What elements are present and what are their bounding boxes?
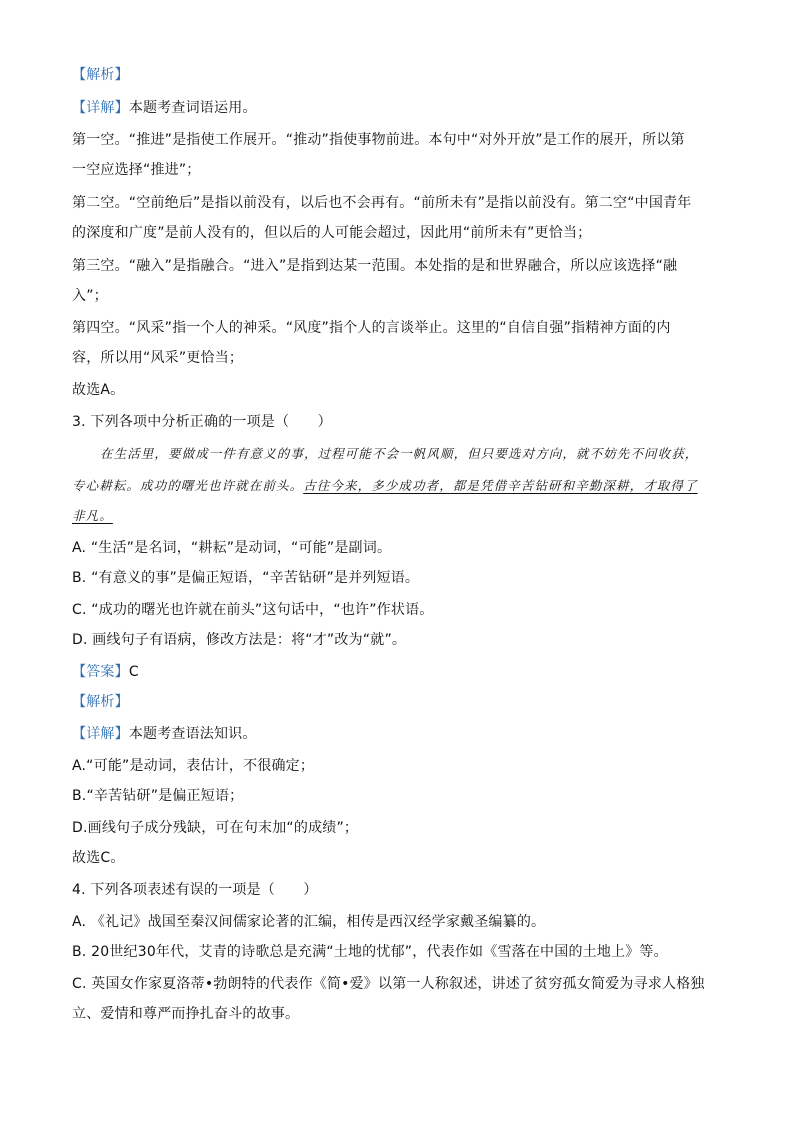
option-c: C. “成功的曙光也许就在前头”这句话中，“也许”作状语。 bbox=[72, 602, 434, 618]
option-c: C. 英国女作家夏洛蒂•勃朗特的代表作《简•爱》以第一人称叙述，讲述了贫穷孤女简爱为寻求人格独 bbox=[72, 976, 705, 992]
explanation-line: 的深度和广度”是前人没有的，但以后的人可能会超过，因此用“前所未有”更恰当； bbox=[72, 225, 592, 241]
explanation-line: 第四空。“风采”指一个人的神采。“风度”指个人的言谈举止。这里的“自信自强”指精神方面的内 bbox=[72, 320, 671, 336]
answer-value: C bbox=[128, 664, 139, 680]
explanation-line: 一空应选择“推进”； bbox=[72, 162, 201, 178]
option-a: A. 《礼记》战国至秦汉间儒家论著的汇编，相传是西汉经学家戴圣编纂的。 bbox=[72, 914, 546, 930]
passage-text: 专心耕耘。成功的曙光也许就在前头。 bbox=[72, 478, 304, 493]
detail-tag: 【详解】 bbox=[72, 726, 129, 742]
option-c-continued: 立、爱情和尊严而挣扎奋斗的故事。 bbox=[72, 1006, 300, 1022]
option-a: A. “生活”是名词，“耕耘”是动词，“可能”是副词。 bbox=[72, 540, 392, 556]
explanation-line: B.“辛苦钻研”是偏正短语； bbox=[72, 788, 244, 804]
underlined-sentence: 古往今来，多少成功者，都是凭借辛苦钻研和辛勤深耕，才取得了 bbox=[303, 478, 698, 493]
passage-line bbox=[72, 506, 113, 526]
detail-text: 本题考查语法知识。 bbox=[128, 726, 257, 742]
question-4-stem: 4. 下列各项表述有误的一项是（ ） bbox=[72, 882, 318, 898]
answer-line bbox=[72, 662, 139, 682]
passage-line: 在生活里，要做成一件有意义的事，过程可能不会一帆风顺，但只要选对方向，就不妨先不问收获， bbox=[100, 446, 699, 461]
option-d: D. 画线句子有语病，修改方法是：将“才”改为“就”。 bbox=[72, 632, 407, 648]
explanation-line: 入”； bbox=[72, 288, 108, 304]
conclusion-line: 故选C。 bbox=[72, 850, 125, 866]
explanation-line: 容，所以用“风采”更恰当； bbox=[72, 350, 244, 366]
passage-line bbox=[72, 476, 698, 496]
detail-line bbox=[72, 98, 257, 118]
detail-tag: 【详解】 bbox=[72, 100, 129, 116]
answer-tag: 【答案】 bbox=[72, 664, 129, 680]
underlined-sentence: 非凡。 bbox=[72, 508, 113, 523]
option-b: B. 20世纪30年代，艾青的诗歌总是充满“土地的忧郁”，代表作如《雪落在中国的土地上》等。 bbox=[72, 944, 668, 960]
detail-text: 本题考查词语运用。 bbox=[128, 100, 257, 116]
explanation-line: A.“可能”是动词，表估计，不很确定； bbox=[72, 758, 315, 774]
analysis-heading: 【解析】 bbox=[72, 67, 129, 83]
conclusion-line: 故选A。 bbox=[72, 382, 125, 398]
detail-line bbox=[72, 724, 257, 744]
explanation-line: 第三空。“融入”是指融合。“进入”是指到达某一范围。本处指的是和世界融合，所以应该选择“融 bbox=[72, 258, 678, 274]
analysis-heading: 【解析】 bbox=[72, 694, 129, 710]
explanation-line: D.画线句子成分残缺，可在句末加“的成绩”； bbox=[72, 820, 359, 836]
explanation-line: 第一空。“推进”是指使工作展开。“推动”指使事物前进。本句中“对外开放”是工作的展开，所以第 bbox=[72, 132, 685, 148]
question-3-stem: 3. 下列各项中分析正确的一项是（ ） bbox=[72, 414, 332, 430]
option-b: B. “有意义的事”是偏正短语，“辛苦钻研”是并列短语。 bbox=[72, 570, 420, 586]
explanation-line: 第二空。“空前绝后”是指以前没有，以后也不会再有。“前所未有”是指以前没有。第二空“中国青年 bbox=[72, 195, 692, 211]
